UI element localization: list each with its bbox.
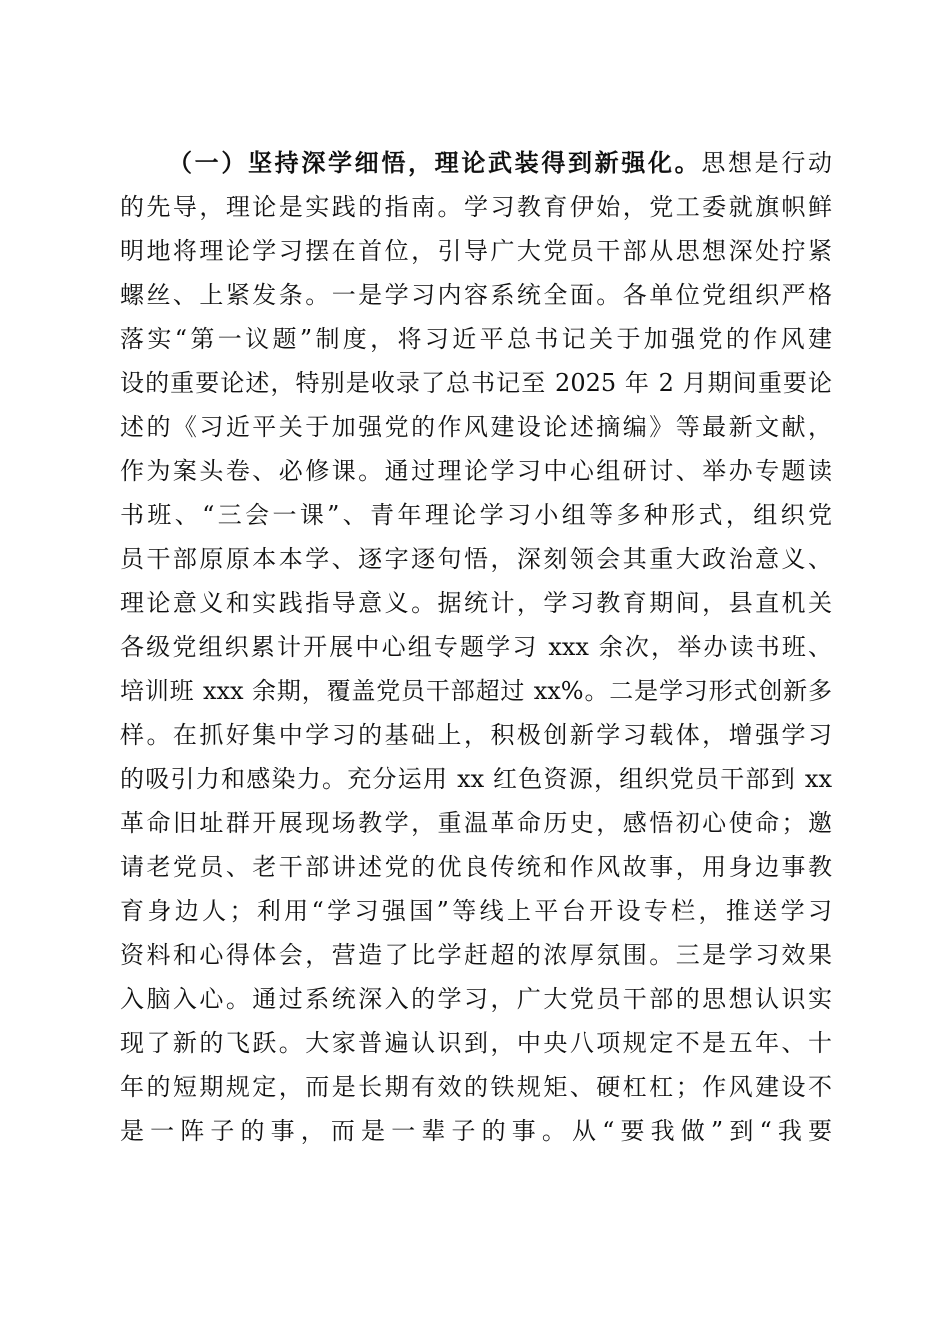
paragraph-line-8: 作为案头卷、必修课。通过理论学习中心组研讨、举办专题读: [120, 457, 832, 485]
paragraph-line-10: 员干部原原本本学、逐字逐句悟，深刻领会其重大政治意义、: [120, 545, 832, 573]
paragraph-line-19: 资料和心得体会，营造了比学赶超的浓厚氛围。三是学习效果: [120, 941, 832, 969]
paragraph-line-2: 的先导，理论是实践的指南。学习教育伊始，党工委就旗帜鲜: [120, 193, 832, 221]
paragraph: [120, 141, 832, 1153]
paragraph-line-7: 述的《习近平关于加强党的作风建设论述摘编》等最新文献，: [120, 413, 832, 441]
paragraph-line-16: 革命旧址群开展现场教学，重温革命历史，感悟初心使命；邀: [120, 809, 832, 837]
paragraph-line-3: 明地将理论学习摆在首位，引导广大党员干部从思想深处拧紧: [120, 237, 832, 265]
paragraph-line-11: 理论意义和实践指导意义。据统计，学习教育期间，县直机关: [120, 589, 832, 617]
paragraph-line-12: 各级党组织累计开展中心组专题学习 xxx 余次，举办读书班、: [120, 633, 832, 661]
paragraph-line-15: 的吸引力和感染力。充分运用 xx 红色资源，组织党员干部到 xx: [120, 765, 832, 793]
paragraph-line-9: 书班、“三会一课”、青年理论学习小组等多种形式，组织党: [120, 501, 832, 529]
paragraph-line-1: [120, 141, 832, 185]
section-heading: （一）坚持深学细悟，理论武装得到新强化。: [168, 148, 702, 177]
paragraph-line-21: 现了新的飞跃。大家普遍认识到，中央八项规定不是五年、十: [120, 1029, 832, 1057]
paragraph-line-17: 请老党员、老干部讲述党的优良传统和作风故事，用身边事教: [120, 853, 832, 881]
paragraph-line-13: 培训班 xxx 余期，覆盖党员干部超过 xx%。二是学习形式创新多: [120, 677, 832, 705]
paragraph-line-18: 育身边人；利用“学习强国”等线上平台开设专栏，推送学习: [120, 897, 832, 925]
first-line-text: 思想是行动: [701, 149, 832, 177]
paragraph-line-6: 设的重要论述，特别是收录了总书记至 2025 年 2 月期间重要论: [120, 369, 832, 397]
paragraph-line-5: 落实“第一议题”制度，将习近平总书记关于加强党的作风建: [120, 325, 832, 353]
paragraph-line-14: 样。在抓好集中学习的基础上，积极创新学习载体，增强学习: [120, 721, 832, 749]
paragraph-line-23: 是一阵子的事，而是一辈子的事。从“要我做”到“我要: [120, 1117, 832, 1145]
paragraph-line-4: 螺丝、上紧发条。一是学习内容系统全面。各单位党组织严格: [120, 281, 832, 309]
paragraph-line-20: 入脑入心。通过系统深入的学习，广大党员干部的思想认识实: [120, 985, 832, 1013]
paragraph-line-22: 年的短期规定，而是长期有效的铁规矩、硬杠杠；作风建设不: [120, 1073, 832, 1101]
